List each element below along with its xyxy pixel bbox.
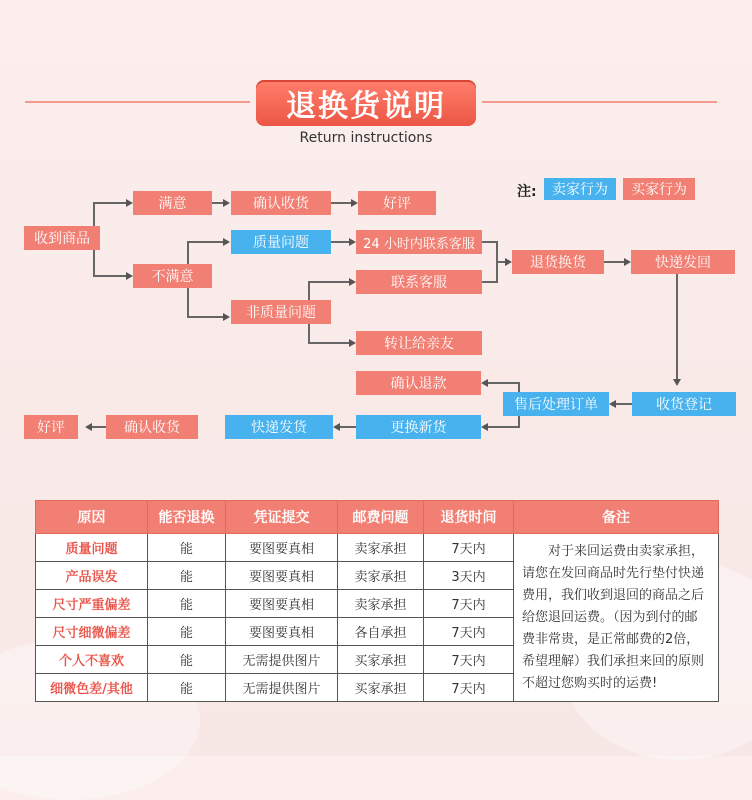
- flow-good-review-2: 好评: [24, 415, 78, 439]
- table-cell: 买家承担: [338, 674, 424, 702]
- return-policy-table: [35, 500, 719, 702]
- table-cell: 卖家承担: [338, 562, 424, 590]
- table-cell: 能: [148, 534, 226, 562]
- flow-confirm-receipt-2: 确认收货: [106, 415, 198, 439]
- table-header-cell: 能否退换: [148, 501, 226, 534]
- table-cell: 能: [148, 562, 226, 590]
- table-cell: 要图要真相: [226, 590, 338, 618]
- flow-transfer-friend: 转让给亲友: [356, 331, 482, 355]
- flow-confirm-refund: 确认退款: [356, 371, 481, 395]
- flow-confirm-receipt: 确认收货: [231, 191, 331, 215]
- table-cell: 3天内: [424, 562, 514, 590]
- table-cell: 买家承担: [338, 646, 424, 674]
- table-cell-reason: 细微色差/其他: [36, 674, 148, 702]
- flow-contact-service: 联系客服: [356, 270, 482, 294]
- table-cell-reason: 尺寸严重偏差: [36, 590, 148, 618]
- title-divider-right: [482, 101, 717, 103]
- flow-unsatisfied: 不满意: [133, 264, 212, 288]
- flow-replace-new: 更换新货: [356, 415, 481, 439]
- table-cell: 7天内: [424, 646, 514, 674]
- table-cell: 能: [148, 674, 226, 702]
- table-row: [36, 534, 719, 562]
- flow-good-review: 好评: [358, 191, 436, 215]
- flow-non-quality-issue: 非质量问题: [231, 300, 331, 324]
- flow-satisfied: 满意: [133, 191, 212, 215]
- table-header-cell: 邮费问题: [338, 501, 424, 534]
- table-cell: 7天内: [424, 674, 514, 702]
- page-title: 退换货说明: [256, 80, 476, 126]
- table-cell: 7天内: [424, 534, 514, 562]
- table-cell-reason: 质量问题: [36, 534, 148, 562]
- table-header-cell: 凭证提交: [226, 501, 338, 534]
- legend-label: 注:: [517, 184, 537, 200]
- table-cell: 能: [148, 646, 226, 674]
- flow-receive-goods: 收到商品: [24, 226, 100, 250]
- legend-seller: 卖家行为: [544, 178, 616, 200]
- flow-receive-register: 收货登记: [632, 392, 736, 416]
- table-cell: 无需提供图片: [226, 674, 338, 702]
- table-cell: 能: [148, 590, 226, 618]
- table-cell: 要图要真相: [226, 534, 338, 562]
- flow-contact-24h: 24 小时内联系客服: [356, 230, 482, 254]
- table-header-cell: 备注: [514, 501, 719, 534]
- table-cell: 要图要真相: [226, 562, 338, 590]
- table-cell: 各自承担: [338, 618, 424, 646]
- table-cell: 卖家承担: [338, 590, 424, 618]
- table-cell-reason: 尺寸细微偏差: [36, 618, 148, 646]
- title-divider-left: [25, 101, 250, 103]
- table-cell: 卖家承担: [338, 534, 424, 562]
- table-header-cell: 原因: [36, 501, 148, 534]
- table-cell: 无需提供图片: [226, 646, 338, 674]
- flow-return-exchange: 退货换货: [512, 250, 604, 274]
- table-cell-reason: 个人不喜欢: [36, 646, 148, 674]
- table-cell: 7天内: [424, 590, 514, 618]
- table-cell-reason: 产品误发: [36, 562, 148, 590]
- flow-after-sale: 售后处理订单: [503, 392, 609, 416]
- table-header-cell: 退货时间: [424, 501, 514, 534]
- flow-express-ship: 快递发货: [225, 415, 333, 439]
- flow-express-return: 快递发回: [631, 250, 735, 274]
- table-header-row: [36, 501, 719, 534]
- page-subtitle: Return instructions: [299, 130, 433, 146]
- table-cell: 要图要真相: [226, 618, 338, 646]
- legend-buyer: 买家行为: [623, 178, 695, 200]
- flow-quality-issue: 质量问题: [231, 230, 331, 254]
- table-note: 对于来回运费由卖家承担，请您在发回商品时先行垫付快递费用，我们收到退回的商品之后给您退回运费。（因为到付的邮费非常贵，是正常邮费的2倍，希望理解）我们承担来回的原则不超过您购买时的运费!: [514, 534, 719, 702]
- table-cell: 7天内: [424, 618, 514, 646]
- table-cell: 能: [148, 618, 226, 646]
